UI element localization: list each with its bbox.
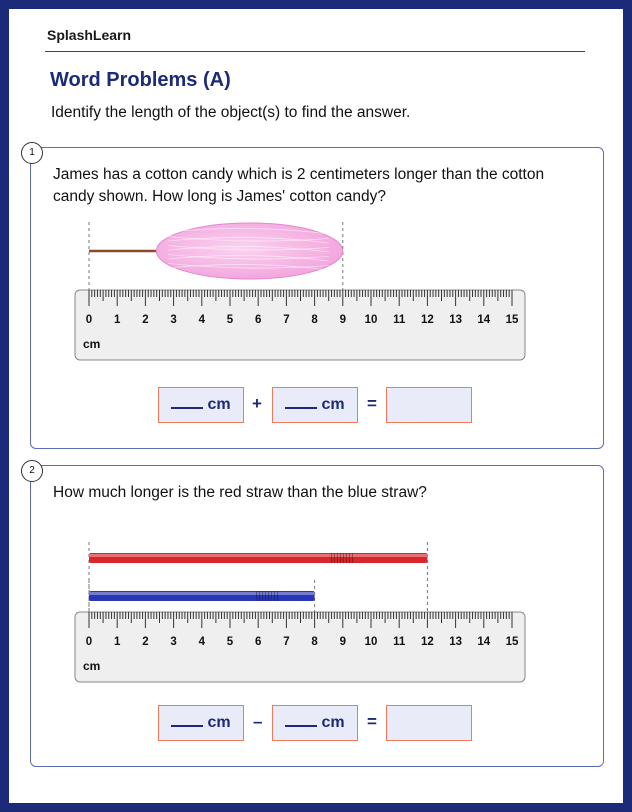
answer-box-second-addend[interactable] (272, 387, 358, 423)
ruler-tick-label: 4 (198, 636, 206, 648)
ruler-tick-label: 0 (85, 314, 93, 326)
instructions: Identify the length of the object(s) to find the answer. (51, 104, 411, 121)
ruler-tick-label: 2 (142, 314, 149, 326)
q2-figure (75, 534, 535, 694)
question-text: James has a cotton candy which is 2 centimeters longer than the cotton candy shown. How long is James' cotton candy? (53, 166, 545, 205)
answer-box-difference[interactable] (386, 705, 472, 741)
ruler-tick-label: 11 (393, 636, 406, 648)
ruler-tick-label: 9 (339, 636, 347, 648)
ruler-tick-label: 14 (477, 636, 491, 648)
ruler-tick-label: 9 (339, 314, 347, 326)
minus-operator: – (253, 712, 263, 731)
header-divider (45, 51, 585, 52)
ruler-tick-label: 5 (226, 636, 234, 648)
ruler-tick-label: 0 (85, 636, 93, 648)
equals-sign: = (367, 394, 377, 413)
ruler (75, 290, 525, 360)
straw-highlight (89, 592, 315, 595)
answer-box-red-length[interactable] (158, 705, 244, 741)
cotton-candy (156, 223, 342, 279)
answer-box-blue-length[interactable] (272, 705, 358, 741)
page-title: Word Problems (A) (50, 69, 231, 91)
ruler-tick-label: 14 (477, 314, 491, 326)
ruler-tick-label: 15 (505, 636, 519, 648)
unit-label: cm (321, 714, 345, 731)
question-number-1: 1 (21, 142, 43, 164)
ruler-tick-label: 8 (311, 314, 318, 326)
ruler-tick-label: 12 (421, 636, 434, 648)
plus-operator: + (252, 394, 262, 413)
ruler-tick-label: 10 (364, 636, 378, 648)
ruler-tick-label: 7 (283, 636, 290, 648)
equals-sign: = (367, 712, 377, 731)
answer-box-result[interactable] (386, 387, 472, 423)
ruler-tick-label: 4 (198, 314, 206, 326)
ruler-tick-label: 6 (254, 314, 262, 326)
ruler-tick-label: 3 (170, 636, 177, 648)
ruler-tick-label: 2 (142, 636, 149, 648)
unit-label: cm (207, 396, 231, 413)
brand-logo: SplashLearn (47, 27, 132, 43)
unit-label: cm (321, 396, 345, 413)
straw-highlight (89, 554, 427, 557)
ruler-tick-label: 7 (283, 314, 290, 326)
ruler-tick-label: 12 (421, 314, 434, 326)
ruler-tick-label: 3 (170, 314, 177, 326)
ruler-tick-label: 5 (226, 314, 234, 326)
ruler-tick-label: 13 (449, 636, 462, 648)
ruler-tick-label: 13 (449, 314, 462, 326)
ruler-unit-label: cm (83, 659, 101, 673)
question-card-2 (30, 465, 604, 767)
ruler-tick-label: 1 (113, 314, 121, 326)
ruler-tick-label: 10 (364, 314, 378, 326)
ruler-tick-label: 15 (505, 314, 519, 326)
ruler (75, 612, 525, 682)
unit-label: cm (207, 714, 231, 731)
ruler-tick-label: 6 (254, 636, 262, 648)
question-text: How much longer is the red straw than the blue straw? (53, 484, 427, 501)
ruler-unit-label: cm (83, 337, 101, 351)
ruler-tick-label: 11 (393, 314, 406, 326)
ruler-tick-label: 1 (113, 636, 121, 648)
worksheet-page (9, 9, 623, 803)
answer-box-first-addend[interactable] (158, 387, 244, 423)
ruler-tick-label: 8 (311, 636, 318, 648)
question-number-2: 2 (21, 460, 43, 482)
question-card-1 (30, 147, 604, 449)
